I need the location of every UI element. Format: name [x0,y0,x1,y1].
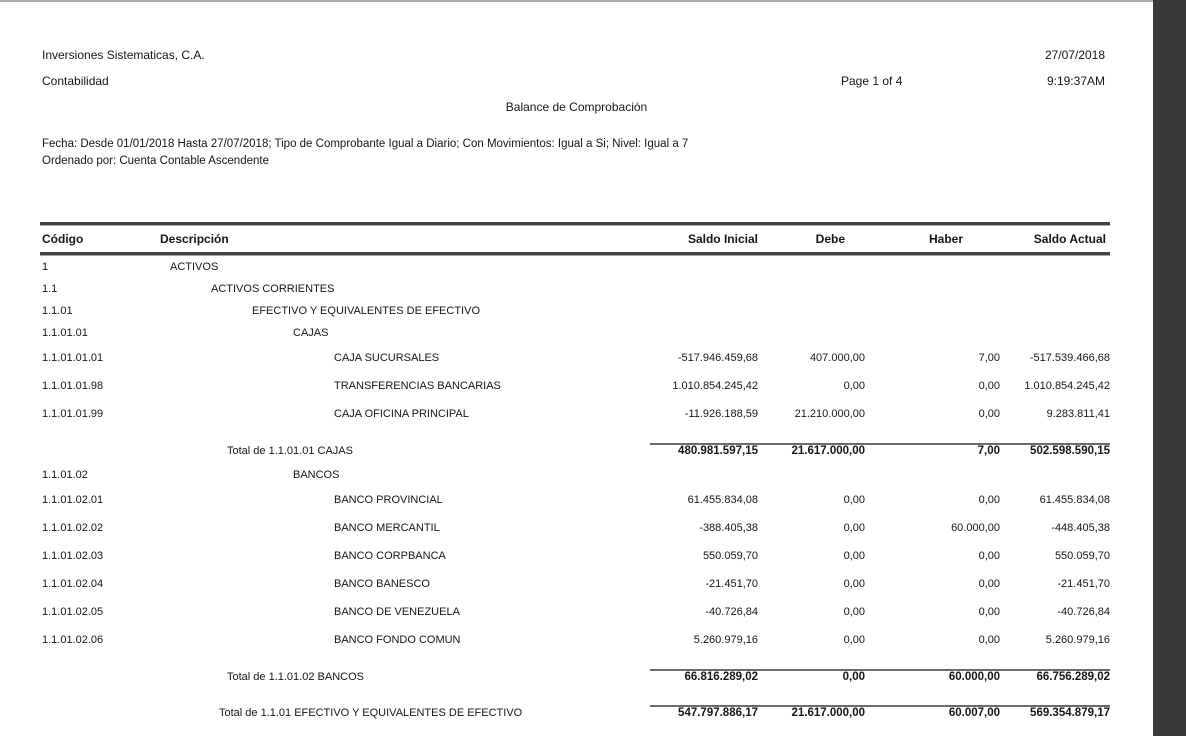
column-header-debe: Debe [815,231,845,246]
row-debe: 21.210.000,00 [794,408,865,420]
row-description: BANCO DE VENEZUELA [334,606,460,618]
row-saldo-actual: -448.405,38 [1051,522,1110,534]
row-values [650,443,1110,463]
row-saldo-inicial: 61.455.834,08 [687,494,758,506]
row-description: Total de 1.1.01.02 BANCOS [227,671,364,683]
row-code: 1.1.01.02.06 [42,634,104,646]
row-description: BANCOS [293,469,340,481]
table-row [40,625,1110,653]
row-values [650,352,1110,371]
row-description: BANCO FONDO COMUN [334,634,461,646]
row-haber: 60.000,00 [948,671,1000,683]
row-haber: 60.000,00 [951,522,1000,534]
row-debe: 0,00 [843,550,865,562]
row-description: Total de 1.1.01.01 CAJAS [227,445,353,457]
row-debe: 0,00 [843,578,865,590]
row-values [650,705,1110,725]
row-code: 1.1 [42,283,58,295]
row-description: ACTIVOS CORRIENTES [211,283,335,295]
column-header-haber: Haber [928,231,963,246]
table-row [40,569,1110,597]
column-header-saldo-inicial: Saldo Inicial [687,231,758,246]
row-description: CAJA SUCURSALES [334,352,440,364]
table-row [40,513,1110,541]
table-row [40,299,1110,321]
row-saldo-actual: -21.451,70 [1057,578,1110,590]
filter-line-2: Ordenado por: Cuenta Contable Ascendente [42,155,269,167]
report-title: Balance de Comprobación [505,100,648,114]
row-values [650,634,1110,653]
row-haber: 0,00 [978,494,1000,506]
row-values [650,606,1110,625]
row-description: Total de 1.1.01 EFECTIVO Y EQUIVALENTES DE EFECTIVO [219,707,523,719]
row-debe: 21.617.000,00 [791,707,865,719]
table-row [40,541,1110,569]
company-name: Inversiones Sistematicas, C.A. [42,48,205,62]
row-description: CAJAS [293,327,329,339]
column-header-saldo-actual: Saldo Actual [1033,231,1106,246]
table-row [40,597,1110,625]
column-header-codigo: Código [42,231,84,246]
row-saldo-inicial: 5.260.979,16 [693,634,758,646]
row-haber: 7,00 [978,352,1000,364]
row-haber: 0,00 [978,634,1000,646]
table-row [40,277,1110,299]
row-values [650,408,1110,427]
module-name: Contabilidad [42,74,109,88]
row-debe: 0,00 [842,671,865,683]
row-code: 1.1.01.02.02 [42,522,104,534]
row-description: EFECTIVO Y EQUIVALENTES DE EFECTIVO [252,305,480,317]
row-saldo-actual: 66.756.289,02 [1036,671,1110,683]
table-row [40,431,1110,463]
table-row [40,321,1110,343]
row-haber: 60.007,00 [948,707,1000,719]
row-saldo-inicial: 1.010.854.245,42 [672,380,758,392]
row-haber: 0,00 [978,408,1000,420]
row-saldo-inicial: -40.726,84 [705,606,758,618]
row-code: 1.1.01.02.03 [42,550,104,562]
row-saldo-inicial: 480.981.597,15 [678,445,758,457]
row-saldo-actual: 9.283.811,41 [1046,408,1110,420]
row-debe: 0,00 [843,380,865,392]
row-debe: 0,00 [843,606,865,618]
row-code: 1.1.01.02 [42,469,88,481]
row-saldo-inicial: 66.816.289,02 [684,671,758,683]
row-saldo-actual: 502.598.590,15 [1030,445,1110,457]
row-saldo-actual: 550.059,70 [1054,550,1110,562]
row-code: 1.1.01.01 [42,327,88,339]
viewer-background [1153,0,1186,736]
table-row [40,657,1110,689]
row-description: BANCO CORPBANCA [334,550,446,562]
row-values [650,550,1110,569]
row-code: 1 [42,261,49,273]
trial-balance-table [40,222,1110,725]
row-debe: 0,00 [843,634,865,646]
row-haber: 0,00 [978,550,1000,562]
column-headers-values [650,232,1110,246]
row-saldo-inicial: -21.451,70 [705,578,758,590]
row-saldo-inicial: -517.946.459,68 [677,352,758,364]
row-code: 1.1.01.02.01 [42,494,104,506]
row-debe: 21.617.000,00 [791,445,865,457]
row-code: 1.1.01.02.04 [42,578,104,590]
row-saldo-inicial: 550.059,70 [702,550,758,562]
table-row [40,255,1110,277]
row-code: 1.1.01.01.01 [42,352,104,364]
row-haber: 0,00 [978,380,1000,392]
row-saldo-actual: -517.539.466,68 [1029,352,1110,364]
row-values [650,380,1110,399]
window-top-edge [0,0,1153,2]
row-haber: 7,00 [977,445,1000,457]
row-haber: 0,00 [978,578,1000,590]
row-values [650,494,1110,513]
row-debe: 0,00 [843,494,865,506]
row-debe: 407.000,00 [809,352,865,364]
row-saldo-actual: 5.260.979,16 [1045,634,1110,646]
row-values [650,522,1110,541]
row-code: 1.1.01.02.05 [42,606,104,618]
table-body [40,255,1110,725]
row-saldo-inicial: -11.926.188,59 [684,408,758,420]
table-row [40,343,1110,371]
table-row [40,399,1110,427]
table-row [40,463,1110,485]
row-values [650,669,1110,689]
row-description: BANCO PROVINCIAL [334,494,443,506]
row-saldo-actual: 1.010.854.245,42 [1024,380,1110,392]
row-description: CAJA OFICINA PRINCIPAL [334,408,469,420]
row-haber: 0,00 [978,606,1000,618]
table-row [40,693,1110,725]
row-saldo-inicial: -388.405,38 [699,522,758,534]
page-indicator: Page 1 of 4 [841,74,903,88]
column-header-descripcion: Descripción [160,231,229,246]
report-filters [42,136,688,170]
row-values [650,578,1110,597]
row-code: 1.1.01 [42,305,73,317]
row-saldo-actual: 61.455.834,08 [1039,494,1110,506]
table-row [40,371,1110,399]
report-date: 27/07/2018 [1044,48,1105,62]
table-header-row [40,225,1110,252]
row-description: BANCO BANESCO [334,578,430,590]
row-saldo-actual: -40.726,84 [1057,606,1110,618]
row-code: 1.1.01.01.99 [42,408,104,420]
row-saldo-actual: 569.354.879,17 [1030,707,1110,719]
row-description: ACTIVOS [170,261,219,273]
row-code: 1.1.01.01.98 [42,380,104,392]
table-row [40,485,1110,513]
row-description: TRANSFERENCIAS BANCARIAS [334,380,501,392]
report-time: 9:19:37AM [1046,74,1105,88]
filter-line-1: Fecha: Desde 01/01/2018 Hasta 27/07/2018; Tipo de Comprobante Igual a Diario; Con Movimientos: Igual a Si; Nivel: Igual a 7 [42,138,689,150]
row-debe: 0,00 [843,522,865,534]
row-saldo-inicial: 547.797.886,17 [678,707,758,719]
row-description: BANCO MERCANTIL [334,522,440,534]
